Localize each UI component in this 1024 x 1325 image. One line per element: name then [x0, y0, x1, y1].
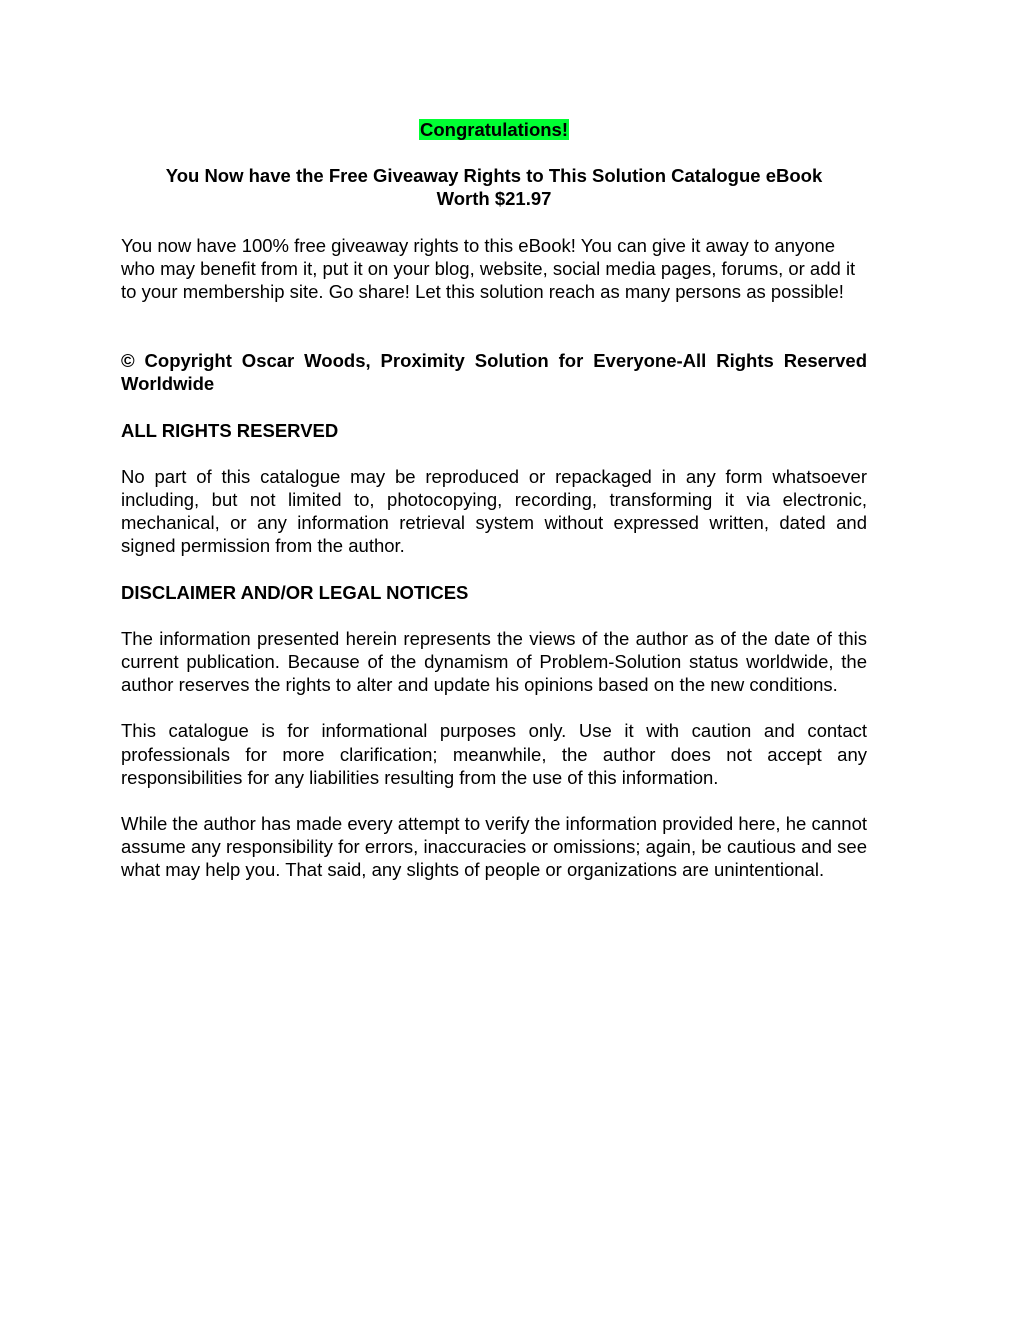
rights-paragraph: No part of this catalogue may be reproduced or repackaged in any form whatsoever including, but not limited to, photocopying, recording, transforming it via electronic, mechanical, or any information retrieval system without expressed written, dated and signed permission from the author. [121, 465, 867, 557]
document-page [121, 118, 867, 882]
rights-heading: ALL RIGHTS RESERVED [121, 419, 339, 441]
copyright-notice: © Copyright Oscar Woods, Proximity Solution for Everyone-All Rights Reserved Worldwide [121, 350, 867, 395]
congrats-line [121, 118, 867, 141]
congrats-highlight: Congratulations! [420, 119, 568, 140]
disclaimer-paragraph-1: The information presented herein represents the views of the author as of the date of this current publication. Because of the dynamism of Problem-Solution status worldwide, the author reserves the rights to alter and update his opinions based on the new conditions. [121, 627, 867, 696]
title-line-2: Worth $21.97 [436, 188, 552, 210]
disclaimer-paragraph-3: While the author has made every attempt to verify the information provided here, he cannot assume any responsibility for errors, inaccuracies or omissions; again, be cautious and see what may help you. That said, any slights of people or organizations are unintentional. [121, 813, 867, 881]
disclaimer-paragraph-2: This catalogue is for informational purposes only. Use it with caution and contact professionals for more clarification; meanwhile, the author does not accept any responsibilities for any liabilities resulting from the use of this information. [121, 720, 867, 788]
intro-paragraph: You now have 100% free giveaway rights to this eBook! You can give it away to anyone who may benefit from it, put it on your blog, website, social media pages, forums, or add it to your membership site. Go share! Let this solution reach as many persons as possible! [121, 234, 856, 303]
title-line-1: You Now have the Free Giveaway Rights to This Solution Catalogue eBook [165, 165, 823, 187]
disclaimer-heading: DISCLAIMER AND/OR LEGAL NOTICES [121, 581, 469, 603]
page-title [121, 164, 867, 210]
